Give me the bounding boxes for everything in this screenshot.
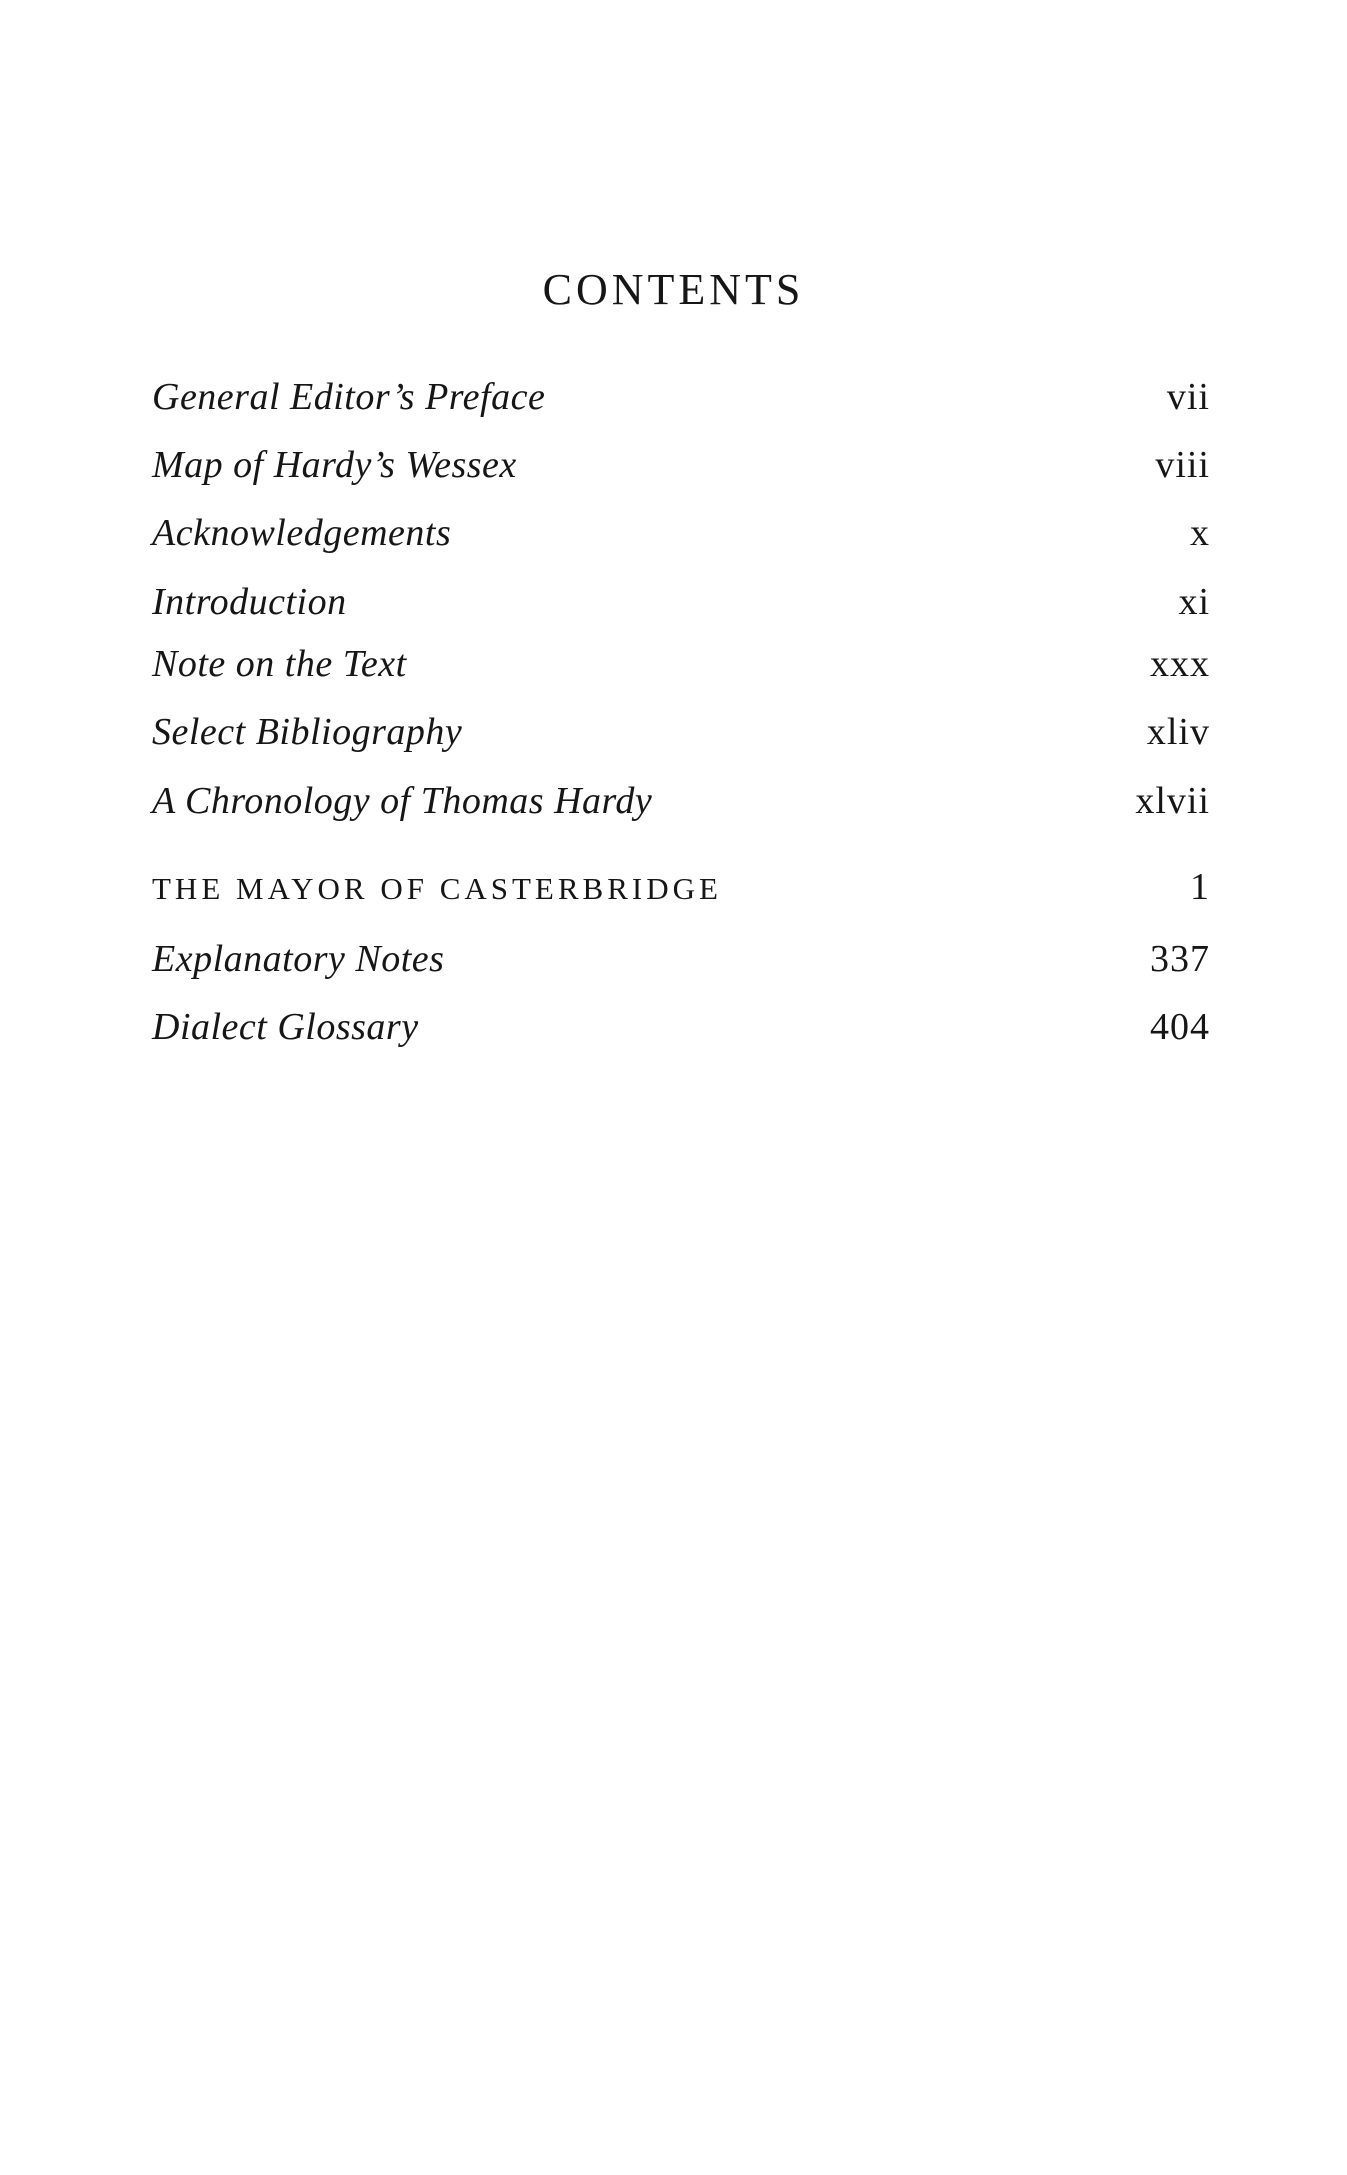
toc-entry-title: Dialect Glossary xyxy=(152,1006,419,1048)
toc-entry-page: 1 xyxy=(1190,866,1210,908)
toc-entry-dialect-glossary xyxy=(152,1008,1210,1046)
toc-entry-title: General Editor’s Preface xyxy=(152,376,546,418)
toc-entry-title: A Chronology of Thomas Hardy xyxy=(152,780,653,822)
toc-entry-acknowledgements xyxy=(152,514,1210,552)
toc-entry-page: 404 xyxy=(1150,1006,1210,1048)
toc-entry-page: viii xyxy=(1155,444,1210,486)
toc-entry-page: xi xyxy=(1178,581,1210,623)
toc-entry-title: Map of Hardy’s Wessex xyxy=(152,444,517,486)
toc-entry-note-on-the-text xyxy=(152,645,1210,683)
toc-entry-explanatory-notes xyxy=(152,940,1210,978)
toc-entry-page: xliv xyxy=(1146,711,1210,753)
toc-entry-title: Acknowledgements xyxy=(152,512,452,554)
page-title: CONTENTS xyxy=(542,265,805,314)
toc-entry-title: THE MAYOR OF CASTERBRIDGE xyxy=(152,871,722,906)
toc-entry-page: x xyxy=(1190,512,1210,554)
toc-entry-general-editors-preface xyxy=(152,378,1210,416)
toc-entry-chronology-of-thomas-hardy xyxy=(152,782,1210,820)
toc-entry-page: xxx xyxy=(1150,643,1210,685)
toc-entry-page: 337 xyxy=(1150,938,1210,980)
toc-entry-title: Explanatory Notes xyxy=(152,938,445,980)
toc-entry-introduction xyxy=(152,583,1210,621)
toc-entry-mayor-of-casterbridge xyxy=(152,868,1210,906)
toc-entry-page: vii xyxy=(1166,376,1210,418)
toc-entry-title: Introduction xyxy=(152,581,347,623)
toc-entry-page: xlvii xyxy=(1135,780,1210,822)
toc-entry-map-of-hardys-wessex xyxy=(152,446,1210,484)
toc-entry-title: Select Bibliography xyxy=(152,711,463,753)
toc-entry-title: Note on the Text xyxy=(152,643,407,685)
toc-entry-select-bibliography xyxy=(152,713,1210,751)
